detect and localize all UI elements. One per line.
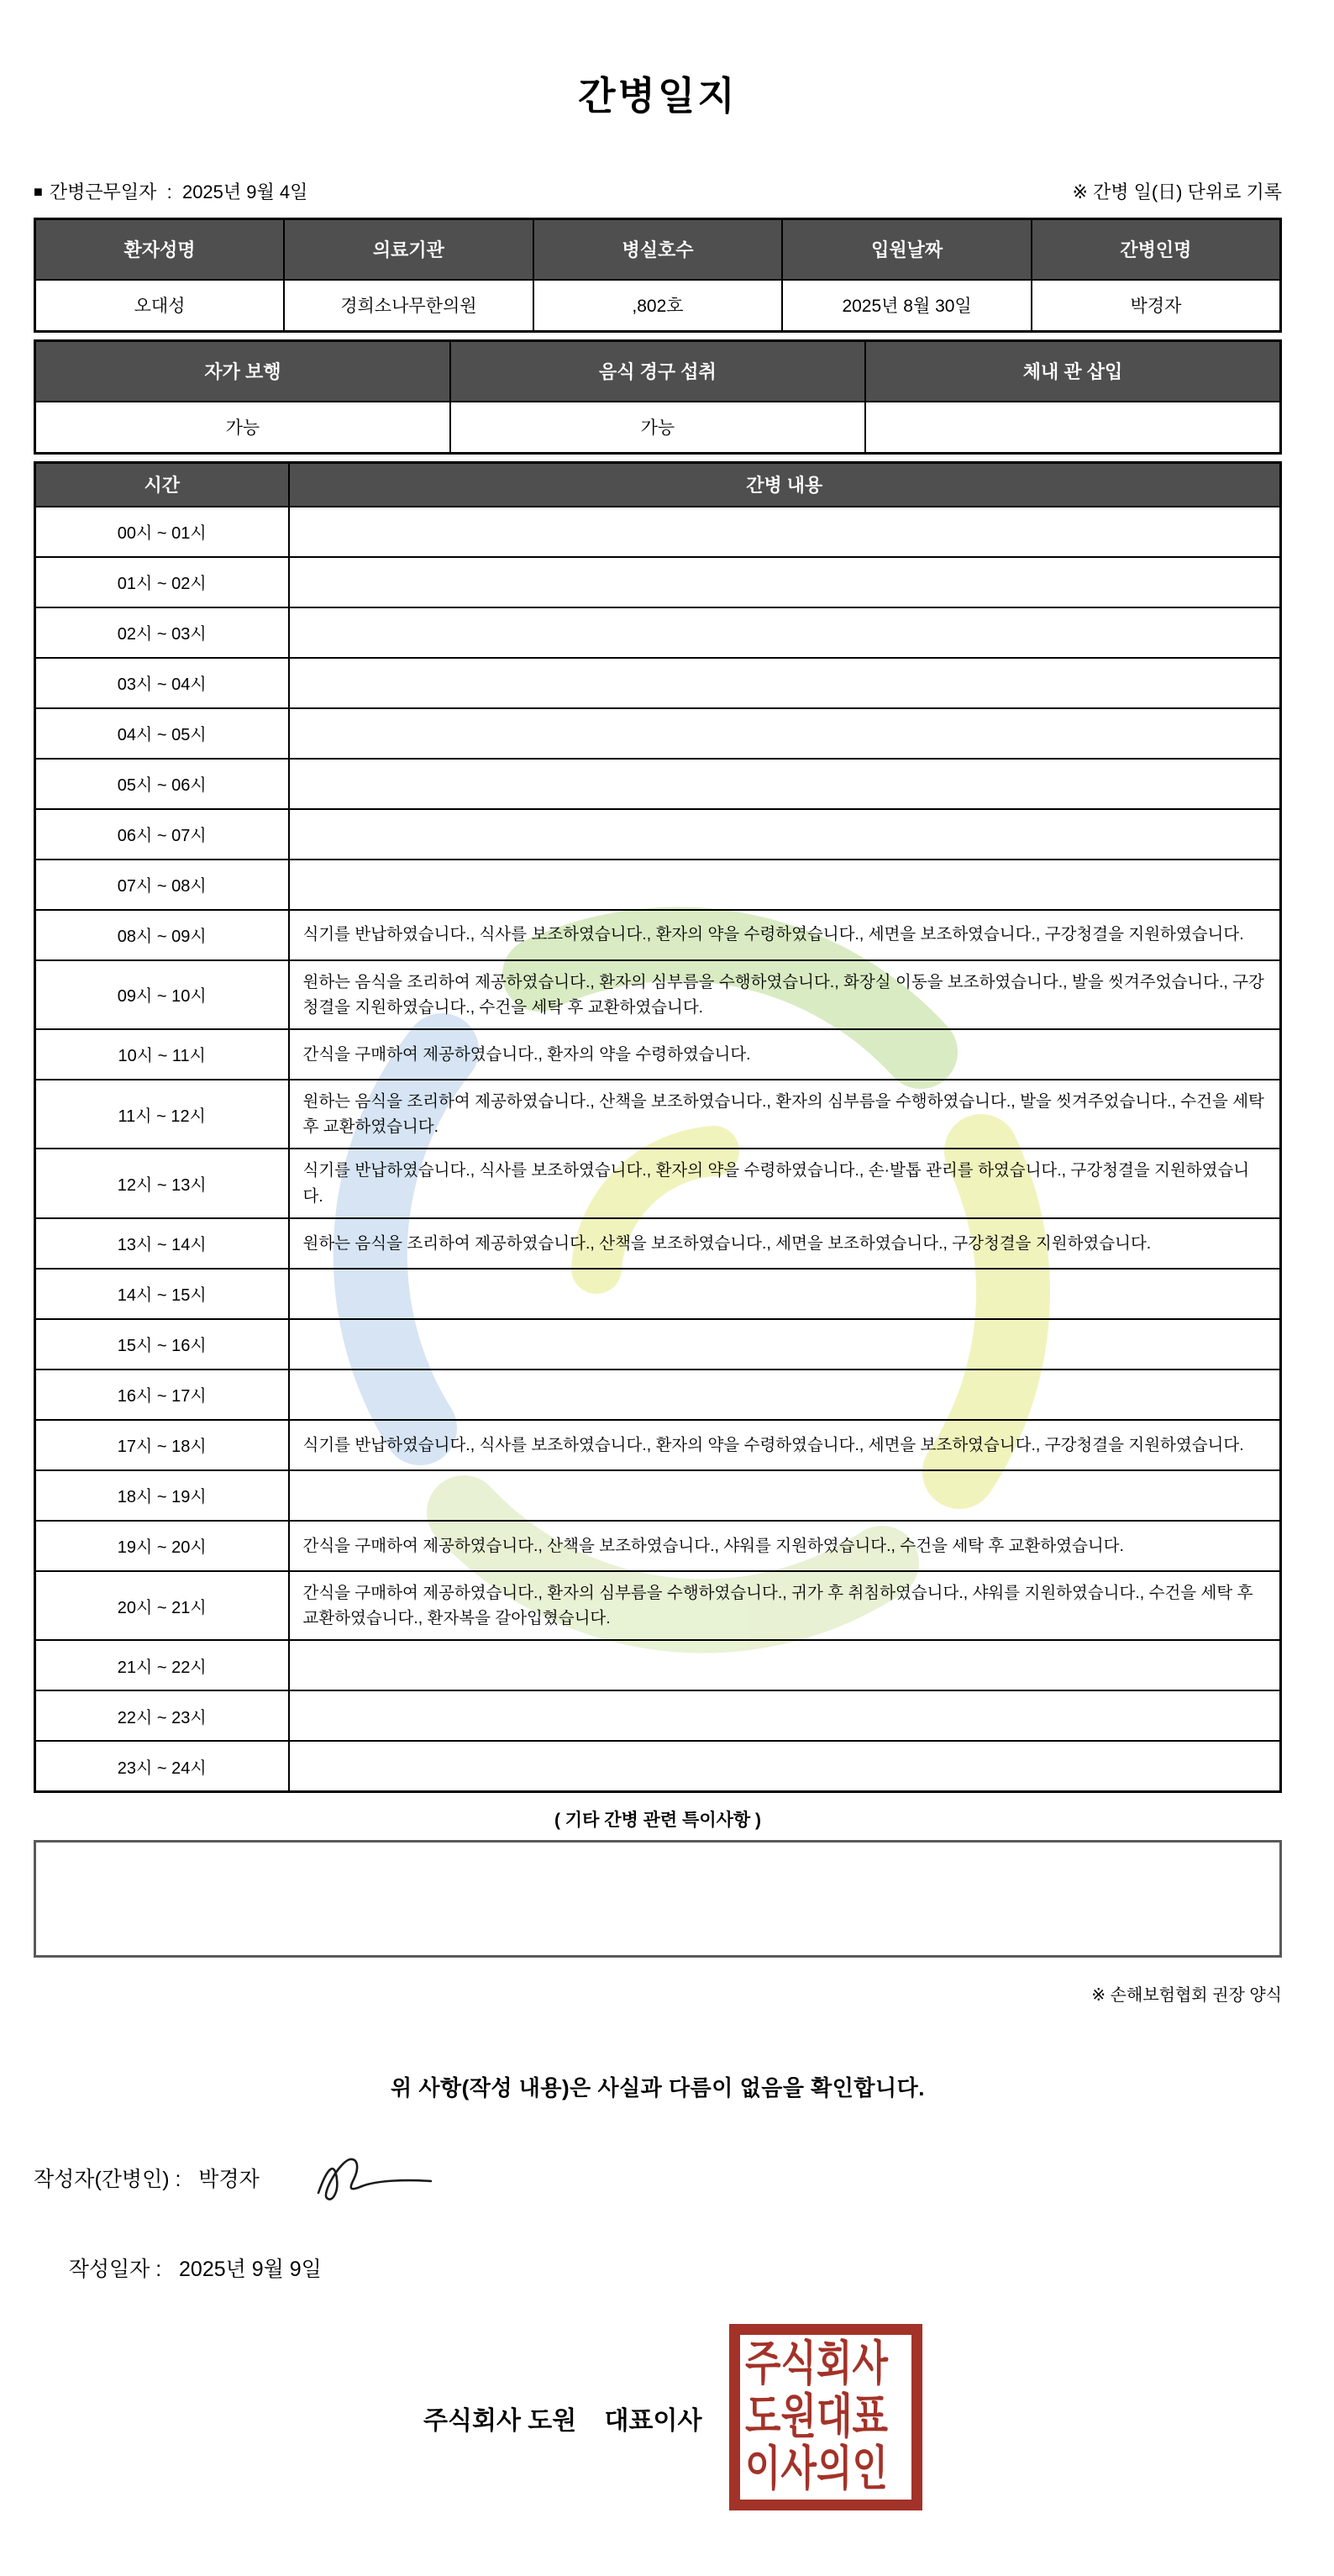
stamp-line-1: 주식회사: [745, 2337, 889, 2390]
care-content-text: 간식을 구매하여 제공하였습니다., 환자의 심부름을 수행하였습니다., 귀가 후 취침하였습니다., 샤워를 지원하였습니다., 수건을 세탁 후 교환하였습니다., 환자복을 갈아입혔습니다.: [289, 1571, 1281, 1640]
care-time-slot: 18시 ~ 19시: [35, 1470, 289, 1521]
care-content-text: [289, 1369, 1281, 1420]
care-content-text: [289, 1269, 1281, 1319]
care-time-slot: 17시 ~ 18시: [35, 1420, 289, 1470]
care-row: [35, 1080, 1281, 1149]
stamp-line-3: 이사의인: [745, 2442, 889, 2496]
header-time: 시간: [35, 463, 289, 507]
care-row: [35, 1319, 1281, 1369]
care-row: [35, 708, 1281, 759]
status-value-row: [35, 402, 1281, 454]
value-caregiver-name: 박경자: [1032, 280, 1281, 332]
care-time-slot: 19시 ~ 20시: [35, 1521, 289, 1571]
written-date-label: 작성일자 :: [68, 2257, 180, 2281]
company-stamp: [729, 2324, 922, 2510]
care-row: [35, 1149, 1281, 1217]
care-time-slot: 20시 ~ 21시: [35, 1571, 289, 1640]
header-room-number: 병실호수: [533, 219, 783, 280]
care-row: [35, 960, 1281, 1029]
care-content-text: 원하는 음식을 조리하여 제공하였습니다., 환자의 심부름을 수행하였습니다., 화장실 이동을 보조하였습니다., 발을 씻겨주었습니다., 구강청결을 지원하였습니다., 수건을 세탁 후 교환하였습니다.: [289, 960, 1281, 1029]
care-content-text: [289, 809, 1281, 860]
header-care-content: 간병 내용: [289, 463, 1281, 507]
care-time-slot: 03시 ~ 04시: [35, 658, 289, 708]
care-content-text: 식기를 반납하였습니다., 식사를 보조하였습니다., 환자의 약을 수령하였습니다., 세면을 보조하였습니다., 구강청결을 지원하였습니다.: [289, 910, 1281, 960]
care-time-slot: 02시 ~ 03시: [35, 607, 289, 658]
signature: [307, 2154, 441, 2206]
care-row: [35, 557, 1281, 607]
care-time-slot: 00시 ~ 01시: [35, 507, 289, 557]
patient-value-row: [35, 280, 1281, 332]
care-row: [35, 1690, 1281, 1741]
care-content-text: [289, 708, 1281, 759]
care-time-slot: 16시 ~ 17시: [35, 1369, 289, 1420]
stamp-line-2: 도원대표: [745, 2389, 889, 2443]
care-time-slot: 10시 ~ 11시: [35, 1029, 289, 1080]
care-content-text: [289, 607, 1281, 658]
care-time-slot: 01시 ~ 02시: [35, 557, 289, 607]
header-caregiver-name: 간병인명: [1032, 219, 1281, 280]
care-work-date: [34, 178, 307, 204]
care-content-text: [289, 658, 1281, 708]
care-content-text: [289, 1640, 1281, 1690]
care-content-text: [289, 1690, 1281, 1741]
care-content-text: [289, 507, 1281, 557]
care-row: [35, 1521, 1281, 1571]
care-time-slot: 06시 ~ 07시: [35, 809, 289, 860]
care-row: [35, 658, 1281, 708]
header-internal-tube: 체내 관 삽입: [865, 341, 1280, 402]
care-row: [35, 1369, 1281, 1420]
care-time-slot: 12시 ~ 13시: [35, 1149, 289, 1217]
care-row: [35, 507, 1281, 557]
care-content-text: 간식을 구매하여 제공하였습니다., 산책을 보조하였습니다., 샤워를 지원하였습니다., 수건을 세탁 후 교환하였습니다.: [289, 1521, 1281, 1571]
form-note: ※ 손해보험협회 권장 양식: [1091, 1985, 1282, 2005]
care-row: [35, 1640, 1281, 1690]
care-row: [35, 910, 1281, 960]
care-content-text: 식기를 반납하였습니다., 식사를 보조하였습니다., 환자의 약을 수령하였습니다., 세면을 보조하였습니다., 구강청결을 지원하였습니다.: [289, 1420, 1281, 1470]
patient-status-table: [34, 339, 1282, 455]
work-date-value: 2025년 9월 4일: [181, 181, 308, 202]
care-row: [35, 607, 1281, 658]
care-header-row: [35, 463, 1281, 507]
notes-heading: ( 기타 간병 관련 특이사항 ): [554, 1810, 762, 1830]
care-row: [35, 1470, 1281, 1521]
care-content-text: [289, 557, 1281, 607]
care-row: [35, 1741, 1281, 1791]
care-time-slot: 08시 ~ 09시: [35, 910, 289, 960]
care-row: [35, 1029, 1281, 1080]
care-row: [35, 1571, 1281, 1640]
care-table-body: [35, 507, 1281, 1792]
care-time-slot: 23시 ~ 24시: [35, 1741, 289, 1791]
care-time-slot: 15시 ~ 16시: [35, 1319, 289, 1369]
care-time-slot: 09시 ~ 10시: [35, 960, 289, 1029]
care-time-slot: 13시 ~ 14시: [35, 1218, 289, 1269]
care-row: [35, 860, 1281, 910]
value-medical-institution: 경희소나무한의원: [284, 280, 533, 332]
care-time-slot: 22시 ~ 23시: [35, 1690, 289, 1741]
care-content-text: 간식을 구매하여 제공하였습니다., 환자의 약을 수령하였습니다.: [289, 1029, 1281, 1080]
care-content-text: 원하는 음식을 조리하여 제공하였습니다., 산책을 보조하였습니다., 환자의 심부름을 수행하였습니다., 발을 씻겨주었습니다., 수건을 세탁 후 교환하였습니다.: [289, 1080, 1281, 1149]
care-time-slot: 05시 ~ 06시: [35, 759, 289, 809]
header-oral-intake: 음식 경구 섭취: [450, 341, 865, 402]
care-content-text: [289, 860, 1281, 910]
header-medical-institution: 의료기관: [284, 219, 533, 280]
value-room-number: ,802호: [533, 280, 783, 332]
bullet-square-icon: ■: [34, 183, 43, 200]
patient-info-table: [34, 218, 1282, 333]
care-content-text: 원하는 음식을 조리하여 제공하였습니다., 산책을 보조하였습니다., 세면을 보조하였습니다., 구강청결을 지원하였습니다.: [289, 1218, 1281, 1269]
confirmation-statement: 위 사항(작성 내용)은 사실과 다름이 없음을 확인합니다.: [391, 2074, 925, 2100]
value-internal-tube: [865, 402, 1280, 454]
work-date-label: 간병근무일자 :: [49, 181, 182, 202]
care-log-table: [34, 461, 1282, 1793]
care-time-slot: 11시 ~ 12시: [35, 1080, 289, 1149]
written-date-row: [34, 2228, 1282, 2307]
unit-note: ※ 간병 일(日) 단위로 기록: [1072, 181, 1282, 202]
header-patient-name: 환자성명: [35, 219, 285, 280]
notes-box: [34, 1840, 1282, 1958]
written-date-value: 2025년 9월 9일: [179, 2257, 322, 2281]
care-time-slot: 07시 ~ 08시: [35, 860, 289, 910]
value-admission-date: 2025년 8월 30일: [782, 280, 1032, 332]
care-row: [35, 1269, 1281, 1319]
company-ceo-line: 주식회사 도원 대표이사: [423, 2406, 702, 2435]
page-title: 간병일지: [578, 74, 738, 118]
care-time-slot: 04시 ~ 05시: [35, 708, 289, 759]
care-time-slot: 21시 ~ 22시: [35, 1640, 289, 1690]
care-row: [35, 759, 1281, 809]
value-patient-name: 오대성: [35, 280, 285, 332]
care-content-text: [289, 759, 1281, 809]
seal-block: [34, 2324, 1282, 2534]
status-header-row: [35, 341, 1281, 402]
value-oral-intake: 가능: [450, 402, 865, 454]
care-row: [35, 809, 1281, 860]
meta-row: [34, 178, 1282, 204]
header-admission-date: 입원날짜: [782, 219, 1032, 280]
care-content-text: [289, 1741, 1281, 1791]
care-content-text: [289, 1470, 1281, 1521]
care-row: [35, 1218, 1281, 1269]
header-self-walking: 자가 보행: [35, 341, 450, 402]
care-content-text: [289, 1319, 1281, 1369]
care-row: [35, 1420, 1281, 1470]
patient-header-row: [35, 219, 1281, 280]
care-time-slot: 14시 ~ 15시: [35, 1269, 289, 1319]
writer-row: [34, 2149, 1282, 2206]
value-self-walking: 가능: [35, 402, 450, 454]
writer-label: 작성자(간병인) :: [34, 2167, 199, 2191]
writer-name: 박경자: [198, 2167, 260, 2191]
care-content-text: 식기를 반납하였습니다., 식사를 보조하였습니다., 환자의 약을 수령하였습니다., 손·발톱 관리를 하였습니다., 구강청결을 지원하였습니다.: [289, 1149, 1281, 1217]
